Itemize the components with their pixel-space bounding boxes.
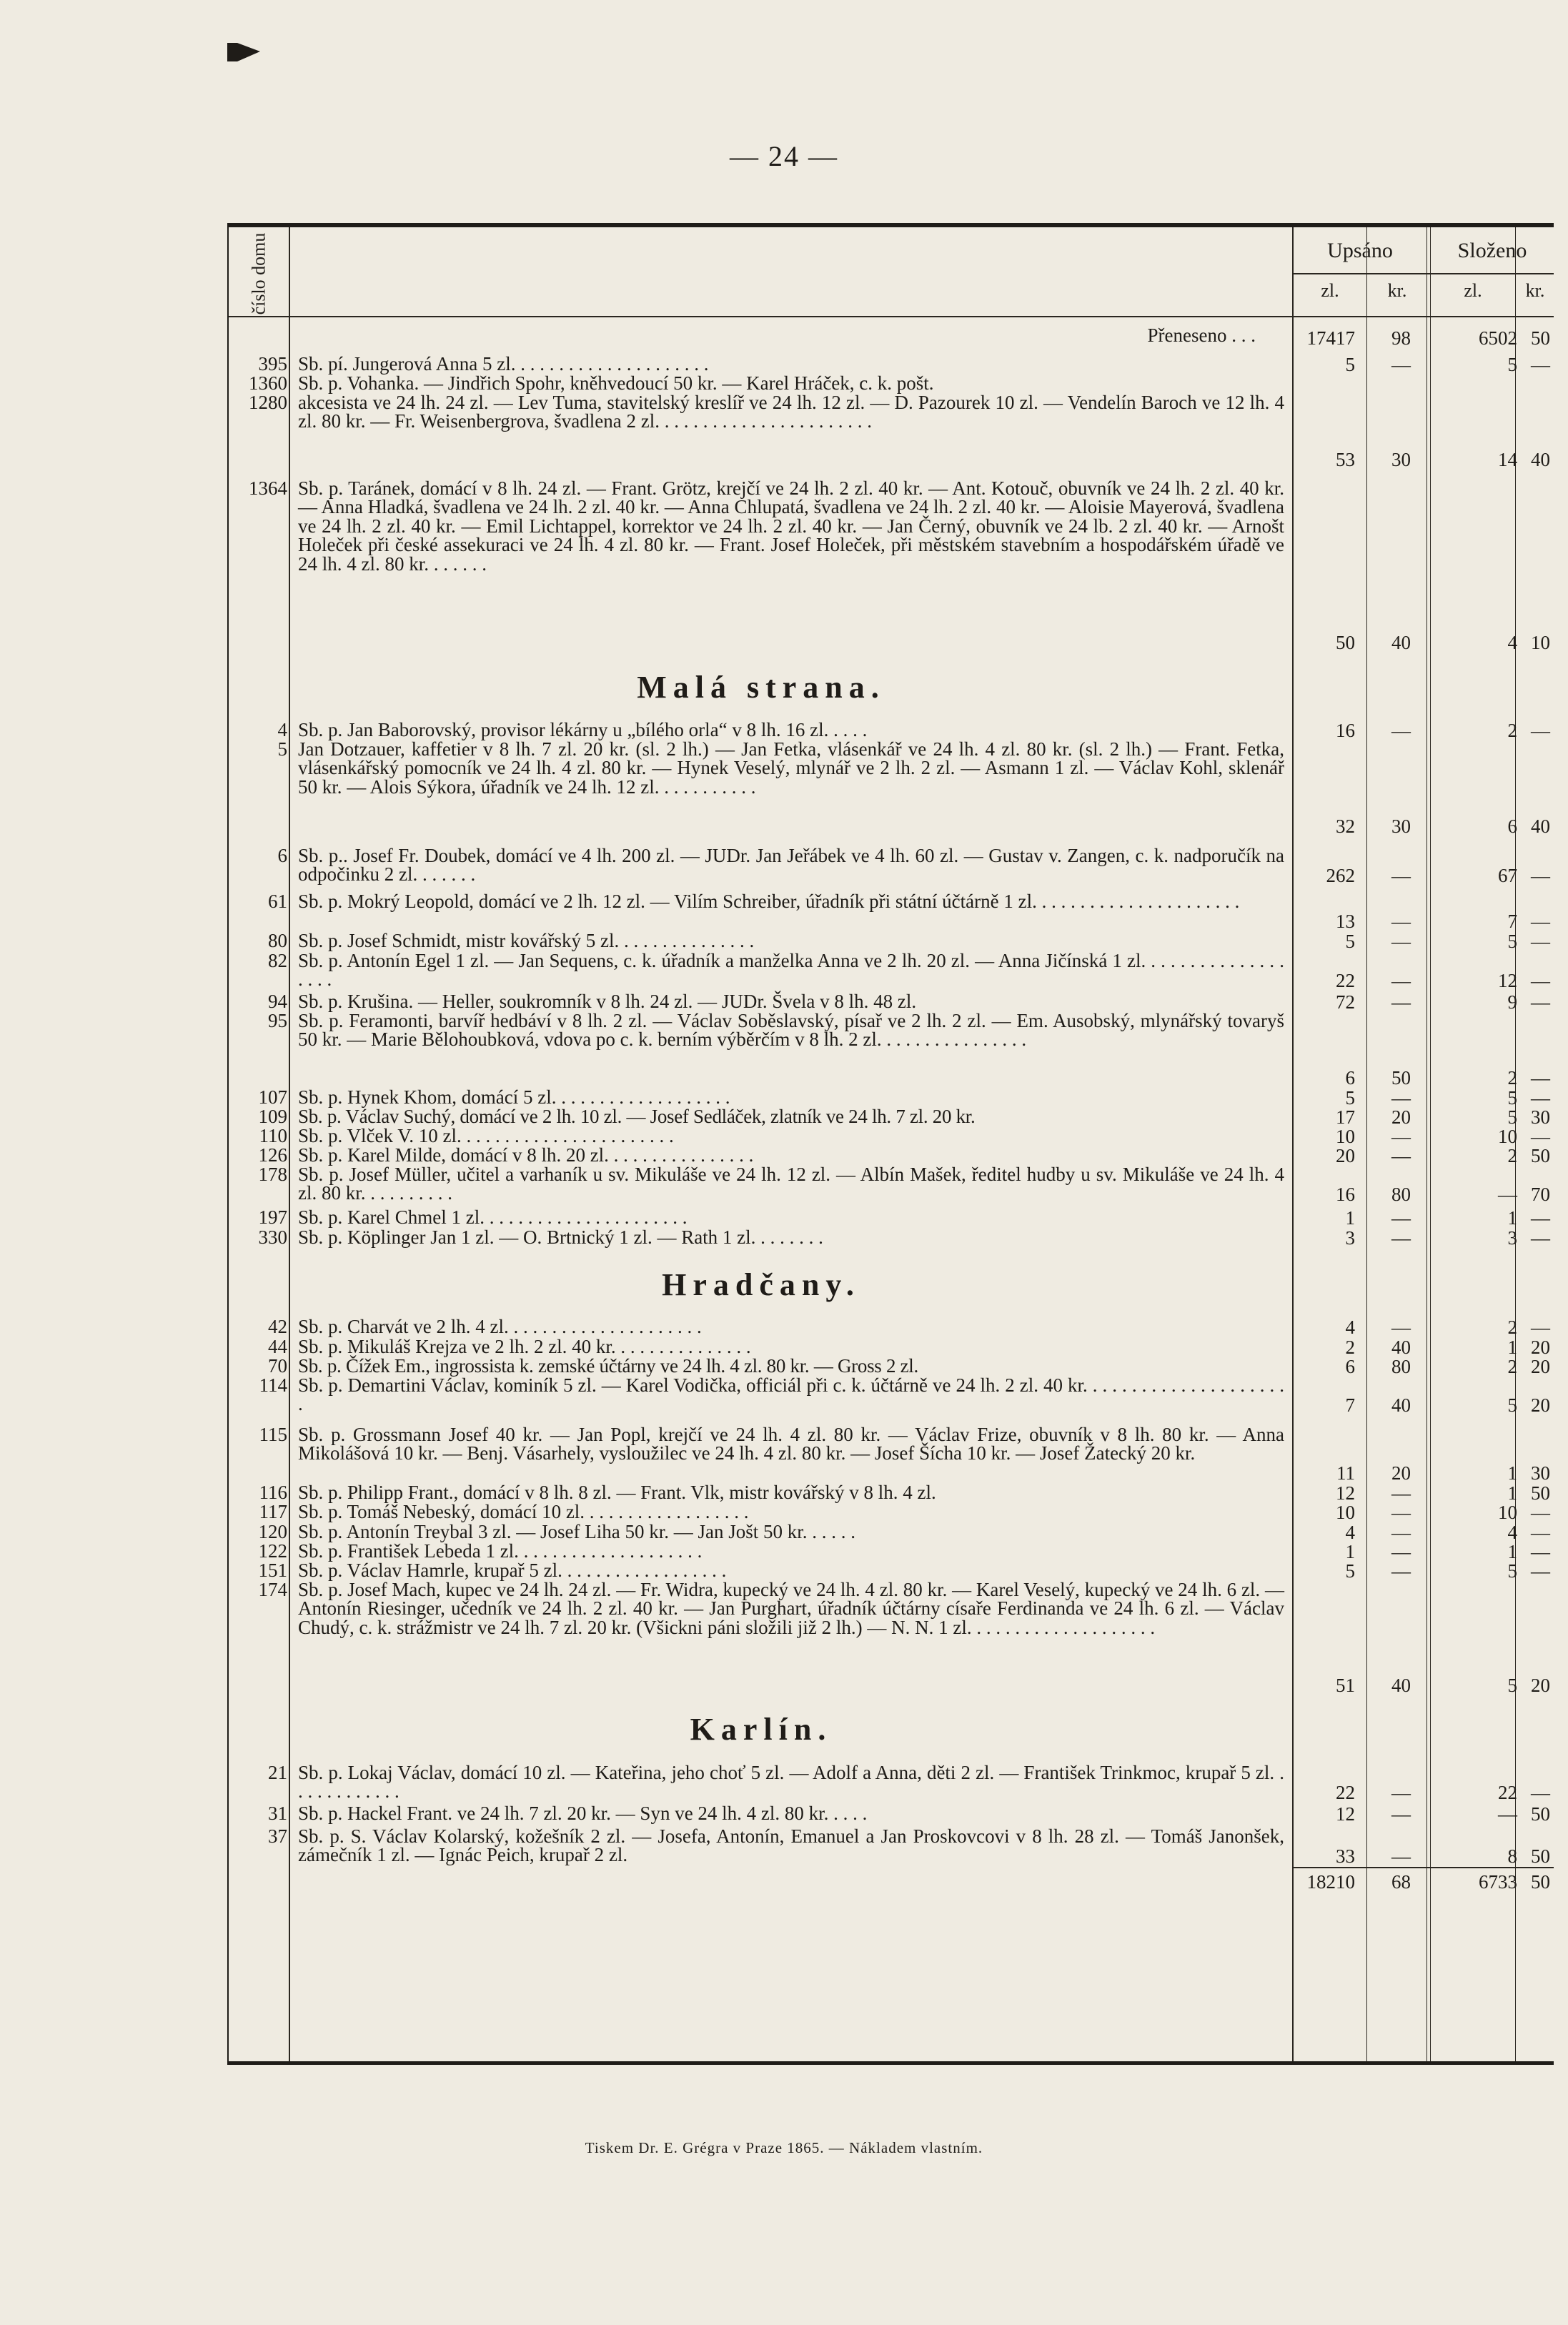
slozeno-zl: 5 xyxy=(1507,930,1517,952)
house-number: 178 xyxy=(258,1164,287,1185)
entry-text: Sb. p. Tomáš Nebeský, domácí 10 zl. . . . . . . . . . . . . . . . . . xyxy=(298,1501,749,1522)
ledger-row xyxy=(229,1126,1554,1146)
upsano-zl: 6 xyxy=(1345,1355,1355,1377)
ledger-row xyxy=(229,393,1554,469)
upsano-zl: 17 xyxy=(1336,1106,1355,1128)
ledger-row xyxy=(229,1337,1554,1357)
upsano-zl: 5 xyxy=(1345,930,1355,952)
upsano-zl: 72 xyxy=(1336,991,1355,1013)
slozeno-kr: — xyxy=(1531,719,1550,741)
carried-upsano-kr: 98 xyxy=(1391,327,1411,349)
upsano-kr: — xyxy=(1391,930,1411,952)
upsano-kr: 40 xyxy=(1391,631,1411,653)
slozeno-kr: 20 xyxy=(1531,1394,1550,1416)
slozeno-zl: 5 xyxy=(1507,1394,1517,1416)
upsano-kr: 30 xyxy=(1391,448,1411,470)
total-slozeno-kr: 50 xyxy=(1531,1870,1550,1893)
totals-row xyxy=(229,1870,1554,1891)
header-slozeno-zl: zl. xyxy=(1464,280,1482,301)
entry-text: Sb. pí. Jungerová Anna 5 zl. . . . . . . . . . . . . . . . . . . . . xyxy=(298,353,709,375)
slozeno-kr: 20 xyxy=(1531,1674,1550,1696)
entry-text: Sb. p.. Josef Fr. Doubek, domácí ve 4 lh. 200 zl. — JUDr. Jan Jeřábek ve 4 lh. 60 zl. — Gustav v. Zangen, c. k. nadporučík na odpočinku 2 zl. . . . . . . xyxy=(298,845,1284,886)
ledger-row xyxy=(229,740,1554,836)
upsano-zl: 5 xyxy=(1345,1086,1355,1109)
slozeno-zl: — xyxy=(1498,1183,1517,1205)
house-number: 115 xyxy=(259,1424,287,1445)
printer-mark-icon xyxy=(227,41,260,63)
house-number: 42 xyxy=(268,1316,287,1337)
slozeno-kr: — xyxy=(1531,1501,1550,1523)
slozeno-zl: 1 xyxy=(1507,1462,1517,1484)
ledger-row xyxy=(229,1827,1554,1865)
upsano-zl: 5 xyxy=(1345,1560,1355,1582)
entry-text: Sb. p. Václav Hamrle, krupař 5 zl. . . . . . . . . . . . . . . . . . xyxy=(298,1560,727,1581)
carried-slozeno-kr: 50 xyxy=(1531,327,1550,349)
house-number: 151 xyxy=(258,1560,287,1581)
upsano-kr: — xyxy=(1391,1316,1411,1338)
section-heading-hradcany: Hradčany. xyxy=(662,1267,860,1302)
upsano-kr: 20 xyxy=(1391,1106,1411,1128)
header-upsano-zl: zl. xyxy=(1321,280,1339,301)
entry-text: Sb. p. Grossmann Josef 40 kr. — Jan Popl, krejčí ve 24 lh. 4 zl. 80 kr. — Václav Frize, obuvník v 8 lh. 80 kr. — Anna Mikolášová 10 kr. — Benj. Vásarhely, vysloužilec ve 24 lh. 4 zl. 80 kr. — Josef Šícha 10 kr. — Josef Žatecký 20 kr. xyxy=(298,1424,1284,1464)
upsano-zl: 22 xyxy=(1336,969,1355,991)
upsano-kr: — xyxy=(1391,1226,1411,1249)
slozeno-kr: — xyxy=(1531,1560,1550,1582)
entry-text: Sb. p. Vohanka. — Jindřich Spohr, kněhvedoucí 50 kr. — Karel Hráček, c. k. pošt. xyxy=(298,372,934,394)
entry-text: Sb. p. Lokaj Václav, domácí 10 zl. — Kateřina, jeho choť 5 zl. — Adolf a Anna, děti 2 zl. — František Trinkmoc, krupař 5 zl. . . . . . . . . . . . . xyxy=(298,1762,1284,1803)
slozeno-zl: 2 xyxy=(1507,719,1517,741)
entry-text: akcesista ve 24 lh. 24 zl. — Lev Tuma, stavitelský kreslíř ve 24 lh. 12 zl. — D. Pazourek 10 zl. — Vendelín Baroch ve 12 lh. 4 zl. 80 kr. — Fr. Weisenbergrova, švadlena 2 zl. . . . . . . . . . . . . . . . . . . . . . . xyxy=(298,392,1284,432)
slozeno-kr: — xyxy=(1531,1226,1550,1249)
header-slozeno-kr: kr. xyxy=(1525,280,1545,301)
upsano-zl: 4 xyxy=(1345,1316,1355,1338)
house-number: 109 xyxy=(258,1106,287,1127)
slozeno-zl: 4 xyxy=(1507,631,1517,653)
slozeno-zl: 6 xyxy=(1507,815,1517,837)
entry-text: Sb. p. Hackel Frant. ve 24 lh. 7 zl. 20 kr. — Syn ve 24 lh. 4 zl. 80 kr. . . . . xyxy=(298,1803,868,1824)
entry-text: Sb. p. František Lebeda 1 zl. . . . . . . . . . . . . . . . . . . . xyxy=(298,1540,703,1562)
entry-text: Sb. p. Feramonti, barvíř hedbáví v 8 lh. 2 zl. — Václav Soběslavský, písař ve 2 lh. 2 zl. — Em. Ausobský, mlynářský tovaryš 50 kr. — Marie Bělohoubková, vdova po c. k. berním výběrčím v 8 lh. 2 zl. . . . . . . . . . . . . . . . xyxy=(298,1010,1284,1051)
slozeno-kr: — xyxy=(1531,1781,1550,1803)
upsano-kr: — xyxy=(1391,1781,1411,1803)
ledger-row xyxy=(229,1542,1554,1561)
ledger-row xyxy=(229,479,1554,652)
entry-text: Sb. p. Karel Milde, domácí v 8 lh. 20 zl. . . . . . . . . . . . . . . . xyxy=(298,1144,754,1166)
slozeno-zl: 5 xyxy=(1507,1086,1517,1109)
section-heading-mala-strana: Malá strana. xyxy=(637,670,885,705)
total-slozeno-zl: 6733 xyxy=(1479,1870,1517,1893)
upsano-kr: 80 xyxy=(1391,1183,1411,1205)
house-number: 21 xyxy=(268,1762,287,1783)
house-number: 174 xyxy=(258,1579,287,1600)
house-number: 330 xyxy=(258,1226,287,1248)
entry-text: Sb. p. S. Václav Kolarský, kožešník 2 zl. — Josefa, Antonín, Emanuel a Jan Proskovcovi v 8 lh. 28 zl. — Tomáš Janonšek, zámečník 1 zl. — Ignác Peich, krupař 2 zl. xyxy=(298,1825,1284,1866)
slozeno-zl: 9 xyxy=(1507,991,1517,1013)
house-number: 126 xyxy=(258,1144,287,1166)
upsano-kr: — xyxy=(1391,1125,1411,1147)
house-number: 61 xyxy=(268,891,287,912)
slozeno-zl: 1 xyxy=(1507,1206,1517,1229)
entry-text: Sb. p. Krušina. — Heller, soukromník v 8 lh. 24 zl. — JUDr. Švela v 8 lh. 48 zl. xyxy=(298,991,917,1012)
slozeno-kr: — xyxy=(1531,353,1550,375)
upsano-kr: 40 xyxy=(1391,1336,1411,1358)
ledger-row xyxy=(229,892,1554,931)
house-number: 5 xyxy=(277,738,287,760)
upsano-zl: 13 xyxy=(1336,910,1355,932)
slozeno-kr: 50 xyxy=(1531,1845,1550,1867)
header-upsano: Upsáno xyxy=(1327,239,1393,262)
slozeno-zl: 5 xyxy=(1507,1106,1517,1128)
slozeno-kr: — xyxy=(1531,930,1550,952)
upsano-zl: 10 xyxy=(1336,1501,1355,1523)
slozeno-zl: 7 xyxy=(1507,910,1517,932)
entry-text: Jan Dotzauer, kaffetier v 8 lh. 7 zl. 20 kr. (sl. 2 lh.) — Jan Fetka, vlásenkář ve 24 lh. 4 zl. 80 kr. (sl. 2 lh.) — Frant. Fetka, vlásenkářský pomocník ve 24 lh. 4 zl. 80 kr. — Hynek Veselý, mlynář ve 2 lh. 2 zl. — Asmann 1 zl. — Václav Kohl, sklenář 50 kr. — Alois Sýkora, úřadník ve 24 lh. 12 zl. . . . . . . . . . . xyxy=(298,738,1284,798)
slozeno-zl: 4 xyxy=(1507,1521,1517,1543)
house-number: 110 xyxy=(259,1125,287,1146)
entry-text: Sb. p. Josef Mach, kupec ve 24 lh. 24 zl. — Fr. Widra, kupecký ve 24 lh. 4 zl. 80 kr. — Karel Veselý, kupecký ve 24 lh. 6 zl. — Antonín Riesinger, učedník ve 24 lh. 2 zl. 40 kr. — Jan Purghart, úřadník účtárny císaře Ferdinanda ve 24 lh. 6 zl. — Václav Chudý, c. k. strážmistr ve 24 lh. 7 zl. 20 kr. (Všickni páni složili již 2 lh.) — N. N. 1 zl. . . . . . . . . . . . . . . . . . . . xyxy=(298,1579,1284,1638)
upsano-zl: 6 xyxy=(1345,1066,1355,1089)
upsano-zl: 32 xyxy=(1336,815,1355,837)
slozeno-zl: 14 xyxy=(1498,448,1517,470)
header-cislo-domu: číslo domu xyxy=(248,232,269,315)
upsano-kr: — xyxy=(1391,1845,1411,1867)
entry-text: Sb. p. Čížek Em., ingrossista k. zemské účtárny ve 24 lh. 4 zl. 80 kr. — Gross 2 zl. xyxy=(298,1355,918,1377)
ledger-row xyxy=(229,1208,1554,1227)
ledger-row xyxy=(229,846,1554,885)
entry-text: Sb. p. Vlček V. 10 zl. . . . . . . . . . . . . . . . . . . . . . . xyxy=(298,1125,674,1146)
upsano-zl: 10 xyxy=(1336,1125,1355,1147)
slozeno-kr: 10 xyxy=(1531,631,1550,653)
upsano-kr: 40 xyxy=(1391,1394,1411,1416)
ledger-row xyxy=(229,992,1554,1011)
house-number: 82 xyxy=(268,950,287,971)
totals-rule xyxy=(1294,1867,1554,1868)
upsano-zl: 22 xyxy=(1336,1781,1355,1803)
house-number: 116 xyxy=(259,1482,287,1503)
slozeno-kr: 50 xyxy=(1531,1482,1550,1504)
header-bottom-rule xyxy=(229,316,1554,317)
house-number: 1280 xyxy=(249,392,287,413)
ledger-row xyxy=(229,1107,1554,1126)
entry-text: Sb. p. Václav Suchý, domácí ve 2 lh. 10 zl. — Josef Sedláček, zlatník ve 24 lh. 7 zl. 20 kr. xyxy=(298,1106,976,1127)
upsano-zl: 7 xyxy=(1345,1394,1355,1416)
slozeno-zl: 5 xyxy=(1507,1560,1517,1582)
upsano-zl: 2 xyxy=(1345,1336,1355,1358)
slozeno-zl: 10 xyxy=(1498,1501,1517,1523)
upsano-zl: 20 xyxy=(1336,1144,1355,1166)
slozeno-kr: 30 xyxy=(1531,1106,1550,1128)
ledger-row xyxy=(229,1376,1554,1414)
carried-slozeno-zl: 6502 xyxy=(1479,327,1517,349)
slozeno-zl: 2 xyxy=(1507,1316,1517,1338)
slozeno-zl: 22 xyxy=(1498,1781,1517,1803)
ledger-row xyxy=(229,951,1554,990)
upsano-kr: 50 xyxy=(1391,1066,1411,1089)
section-heading-karlin: Karlín. xyxy=(690,1712,833,1747)
house-number: 395 xyxy=(258,353,287,375)
house-number: 95 xyxy=(268,1010,287,1031)
page-number: — 24 — xyxy=(730,140,838,172)
upsano-kr: 20 xyxy=(1391,1462,1411,1484)
header-upsano-kr: kr. xyxy=(1387,280,1407,301)
slozeno-zl: 12 xyxy=(1498,969,1517,991)
printer-footer: Tiskem Dr. E. Grégra v Praze 1865. — Nákladem vlastním. xyxy=(585,2139,983,2156)
ledger-row xyxy=(229,1763,1554,1802)
house-number: 114 xyxy=(259,1374,287,1396)
entry-text: Sb. p. Antonín Egel 1 zl. — Jan Sequens, c. k. úřadník a manželka Anna ve 2 lh. 20 zl. — Anna Jičínská 1 zl. . . . . . . . . . . . . . . . . . . xyxy=(298,950,1284,991)
upsano-kr: — xyxy=(1391,353,1411,375)
house-number: 1364 xyxy=(249,477,287,499)
ledger-row xyxy=(229,1088,1554,1107)
carried-forward-row xyxy=(229,326,1554,347)
entry-text: Sb. p. Josef Schmidt, mistr kovářský 5 zl. . . . . . . . . . . . . . . xyxy=(298,930,755,951)
house-number: 37 xyxy=(268,1825,287,1847)
upsano-kr: — xyxy=(1391,1803,1411,1825)
house-number: 31 xyxy=(268,1803,287,1824)
carried-label: Přeneseno . . . xyxy=(1147,324,1256,346)
upsano-zl: 51 xyxy=(1336,1674,1355,1696)
slozeno-kr: — xyxy=(1531,1086,1550,1109)
house-number: 80 xyxy=(268,930,287,951)
upsano-zl: 53 xyxy=(1336,448,1355,470)
slozeno-kr: 40 xyxy=(1531,448,1550,470)
house-number: 122 xyxy=(258,1540,287,1562)
upsano-kr: — xyxy=(1391,1540,1411,1562)
upsano-zl: 3 xyxy=(1345,1226,1355,1249)
upsano-zl: 262 xyxy=(1326,864,1355,886)
slozeno-kr: — xyxy=(1531,1540,1550,1562)
upsano-zl: 50 xyxy=(1336,631,1355,653)
entry-text: Sb. p. Charvát ve 2 lh. 4 zl. . . . . . . . . . . . . . . . . . . . . xyxy=(298,1316,702,1337)
slozeno-kr: 40 xyxy=(1531,815,1550,837)
upsano-kr: — xyxy=(1391,1206,1411,1229)
upsano-zl: 4 xyxy=(1345,1521,1355,1543)
ledger-row xyxy=(229,1804,1554,1823)
upsano-kr: — xyxy=(1391,1560,1411,1582)
slozeno-kr: 30 xyxy=(1531,1462,1550,1484)
ledger-row xyxy=(229,355,1554,374)
upsano-kr: 80 xyxy=(1391,1355,1411,1377)
slozeno-kr: — xyxy=(1531,910,1550,932)
entry-text: Sb. p. Taránek, domácí v 8 lh. 24 zl. — Frant. Grötz, krejčí ve 24 lh. 2 zl. 40 kr. — Ant. Kotouč, obuvník ve 24 lh. 2 zl. 40 kr. — Anna Hladká, švadlena ve 24 lh. 2 zl. 40 kr. — Anna Chlupatá, švadlena ve 24 lh. 2 zl. 40 kr. — Aloisie Mayerová, švadlena ve 24 lh. 2 zl. 40 kr. — Emil Lichtappel, korrektor ve 24 lh. 2 zl. 40 kr. — Jan Černý, obuvník ve 24 lb. 2 zl. 40 kr. — Arnošt Holeček při české assekuraci ve 24 lh. 4 zl. 80 kr. — Frant. Josef Holeček, při městském stavebním a hospodářském úřadě ve 24 lh. 4 zl. 80 kr. . . . . . . xyxy=(298,477,1284,575)
ledger-row xyxy=(229,1483,1554,1502)
slozeno-kr: 20 xyxy=(1531,1336,1550,1358)
slozeno-kr: 70 xyxy=(1531,1183,1550,1205)
upsano-kr: — xyxy=(1391,1482,1411,1504)
upsano-zl: 1 xyxy=(1345,1206,1355,1229)
ledger-row xyxy=(229,1357,1554,1376)
ledger-row xyxy=(229,931,1554,951)
upsano-zl: 5 xyxy=(1345,353,1355,375)
slozeno-kr: — xyxy=(1531,1521,1550,1543)
slozeno-zl: 8 xyxy=(1507,1845,1517,1867)
upsano-kr: 30 xyxy=(1391,815,1411,837)
slozeno-kr: — xyxy=(1531,1206,1550,1229)
slozeno-kr: 50 xyxy=(1531,1144,1550,1166)
slozeno-zl: 1 xyxy=(1507,1540,1517,1562)
ledger-row xyxy=(229,720,1554,740)
entry-text: Sb. p. Hynek Khom, domácí 5 zl. . . . . . . . . . . . . . . . . . . xyxy=(298,1086,730,1108)
slozeno-zl: 5 xyxy=(1507,1674,1517,1696)
upsano-kr: — xyxy=(1391,1521,1411,1543)
slozeno-zl: — xyxy=(1498,1803,1517,1825)
upsano-zl: 11 xyxy=(1336,1462,1355,1484)
entry-text: Sb. p. Köplinger Jan 1 zl. — O. Brtnický 1 zl. — Rath 1 zl. . . . . . . . xyxy=(298,1226,823,1248)
slozeno-zl: 5 xyxy=(1507,353,1517,375)
upsano-kr: — xyxy=(1391,969,1411,991)
ledger-row xyxy=(229,1146,1554,1165)
house-number: 44 xyxy=(268,1336,287,1357)
entry-text: Sb. p. Philipp Frant., domácí v 8 lh. 8 zl. — Frant. Vlk, mistr kovářský v 8 lh. 4 zl. xyxy=(298,1482,936,1503)
ledger-row xyxy=(229,1011,1554,1087)
house-number: 120 xyxy=(258,1521,287,1542)
entry-text: Sb. p. Mikuláš Krejza ve 2 lh. 2 zl. 40 kr. . . . . . . . . . . . . . . xyxy=(298,1336,751,1357)
house-number: 1360 xyxy=(249,372,287,394)
slozeno-zl: 67 xyxy=(1498,864,1517,886)
carried-upsano-zl: 17417 xyxy=(1306,327,1355,349)
upsano-kr: — xyxy=(1391,1501,1411,1523)
slozeno-zl: 1 xyxy=(1507,1482,1517,1504)
slozeno-zl: 2 xyxy=(1507,1066,1517,1089)
slozeno-kr: — xyxy=(1531,864,1550,886)
house-number: 107 xyxy=(258,1086,287,1108)
slozeno-kr: — xyxy=(1531,1066,1550,1089)
slozeno-zl: 2 xyxy=(1507,1355,1517,1377)
upsano-zl: 1 xyxy=(1345,1540,1355,1562)
ledger-row xyxy=(229,1522,1554,1542)
upsano-zl: 12 xyxy=(1336,1482,1355,1504)
header-slozeno: Složeno xyxy=(1457,239,1527,262)
upsano-kr: — xyxy=(1391,1144,1411,1166)
ledger-row xyxy=(229,1317,1554,1337)
house-number: 117 xyxy=(259,1501,287,1522)
upsano-kr: — xyxy=(1391,1086,1411,1109)
total-upsano-kr: 68 xyxy=(1391,1870,1411,1893)
house-number: 197 xyxy=(258,1206,287,1228)
entry-text: Sb. p. Mokrý Leopold, domácí ve 2 lh. 12 zl. — Vilím Schreiber, úřadník při státní účtárně 1 zl. . . . . . . . . . . . . . . . . . . . . . xyxy=(298,891,1240,912)
house-number: 70 xyxy=(268,1355,287,1377)
upsano-zl: 12 xyxy=(1336,1803,1355,1825)
entry-text: Sb. p. Demartini Václav, kominík 5 zl. — Karel Vodička, officiál při c. k. účtárně ve 24 lh. 2 zl. 40 kr. . . . . . . . . . . . . . . . . . . . . . xyxy=(298,1374,1284,1415)
ledger-table xyxy=(227,223,1554,2065)
header-middle-rule xyxy=(1294,273,1554,274)
total-upsano-zl: 18210 xyxy=(1306,1870,1355,1893)
slozeno-zl: 1 xyxy=(1507,1336,1517,1358)
slozeno-zl: 2 xyxy=(1507,1144,1517,1166)
upsano-kr: — xyxy=(1391,864,1411,886)
entry-text: Sb. p. Josef Müller, učitel a varhaník u sv. Mikuláše ve 24 lh. 12 zl. — Albín Mašek, ředitel hudby u sv. Mikuláše ve 24 lh. 4 zl. 80 kr. . . . . . . . . . xyxy=(298,1164,1284,1204)
ledger-row xyxy=(229,1502,1554,1522)
upsano-zl: 33 xyxy=(1336,1845,1355,1867)
entry-text: Sb. p. Antonín Treybal 3 zl. — Josef Liha 50 kr. — Jan Jošt 50 kr. . . . . . xyxy=(298,1521,856,1542)
ledger-row xyxy=(229,1425,1554,1482)
ledger-row xyxy=(229,1580,1554,1695)
slozeno-kr: — xyxy=(1531,1125,1550,1147)
house-number: 6 xyxy=(277,845,287,866)
upsano-kr: — xyxy=(1391,910,1411,932)
upsano-zl: 16 xyxy=(1336,1183,1355,1205)
upsano-kr: — xyxy=(1391,991,1411,1013)
slozeno-zl: 3 xyxy=(1507,1226,1517,1249)
upsano-kr: — xyxy=(1391,719,1411,741)
slozeno-kr: — xyxy=(1531,991,1550,1013)
ledger-row xyxy=(229,1165,1554,1204)
upsano-zl: 16 xyxy=(1336,719,1355,741)
slozeno-kr: — xyxy=(1531,969,1550,991)
ledger-row xyxy=(229,1228,1554,1247)
slozeno-kr: 20 xyxy=(1531,1355,1550,1377)
house-number: 4 xyxy=(277,719,287,740)
entry-text: Sb. p. Karel Chmel 1 zl. . . . . . . . . . . . . . . . . . . . . . xyxy=(298,1206,688,1228)
house-number: 94 xyxy=(268,991,287,1012)
slozeno-kr: — xyxy=(1531,1316,1550,1338)
upsano-kr: 40 xyxy=(1391,1674,1411,1696)
slozeno-kr: 50 xyxy=(1531,1803,1550,1825)
entry-text: Sb. p. Jan Baborovský, provisor lékárny u „bílého orla“ v 8 lh. 16 zl. . . . . xyxy=(298,719,868,740)
ledger-row xyxy=(229,374,1554,393)
slozeno-zl: 10 xyxy=(1498,1125,1517,1147)
ledger-row xyxy=(229,1561,1554,1580)
